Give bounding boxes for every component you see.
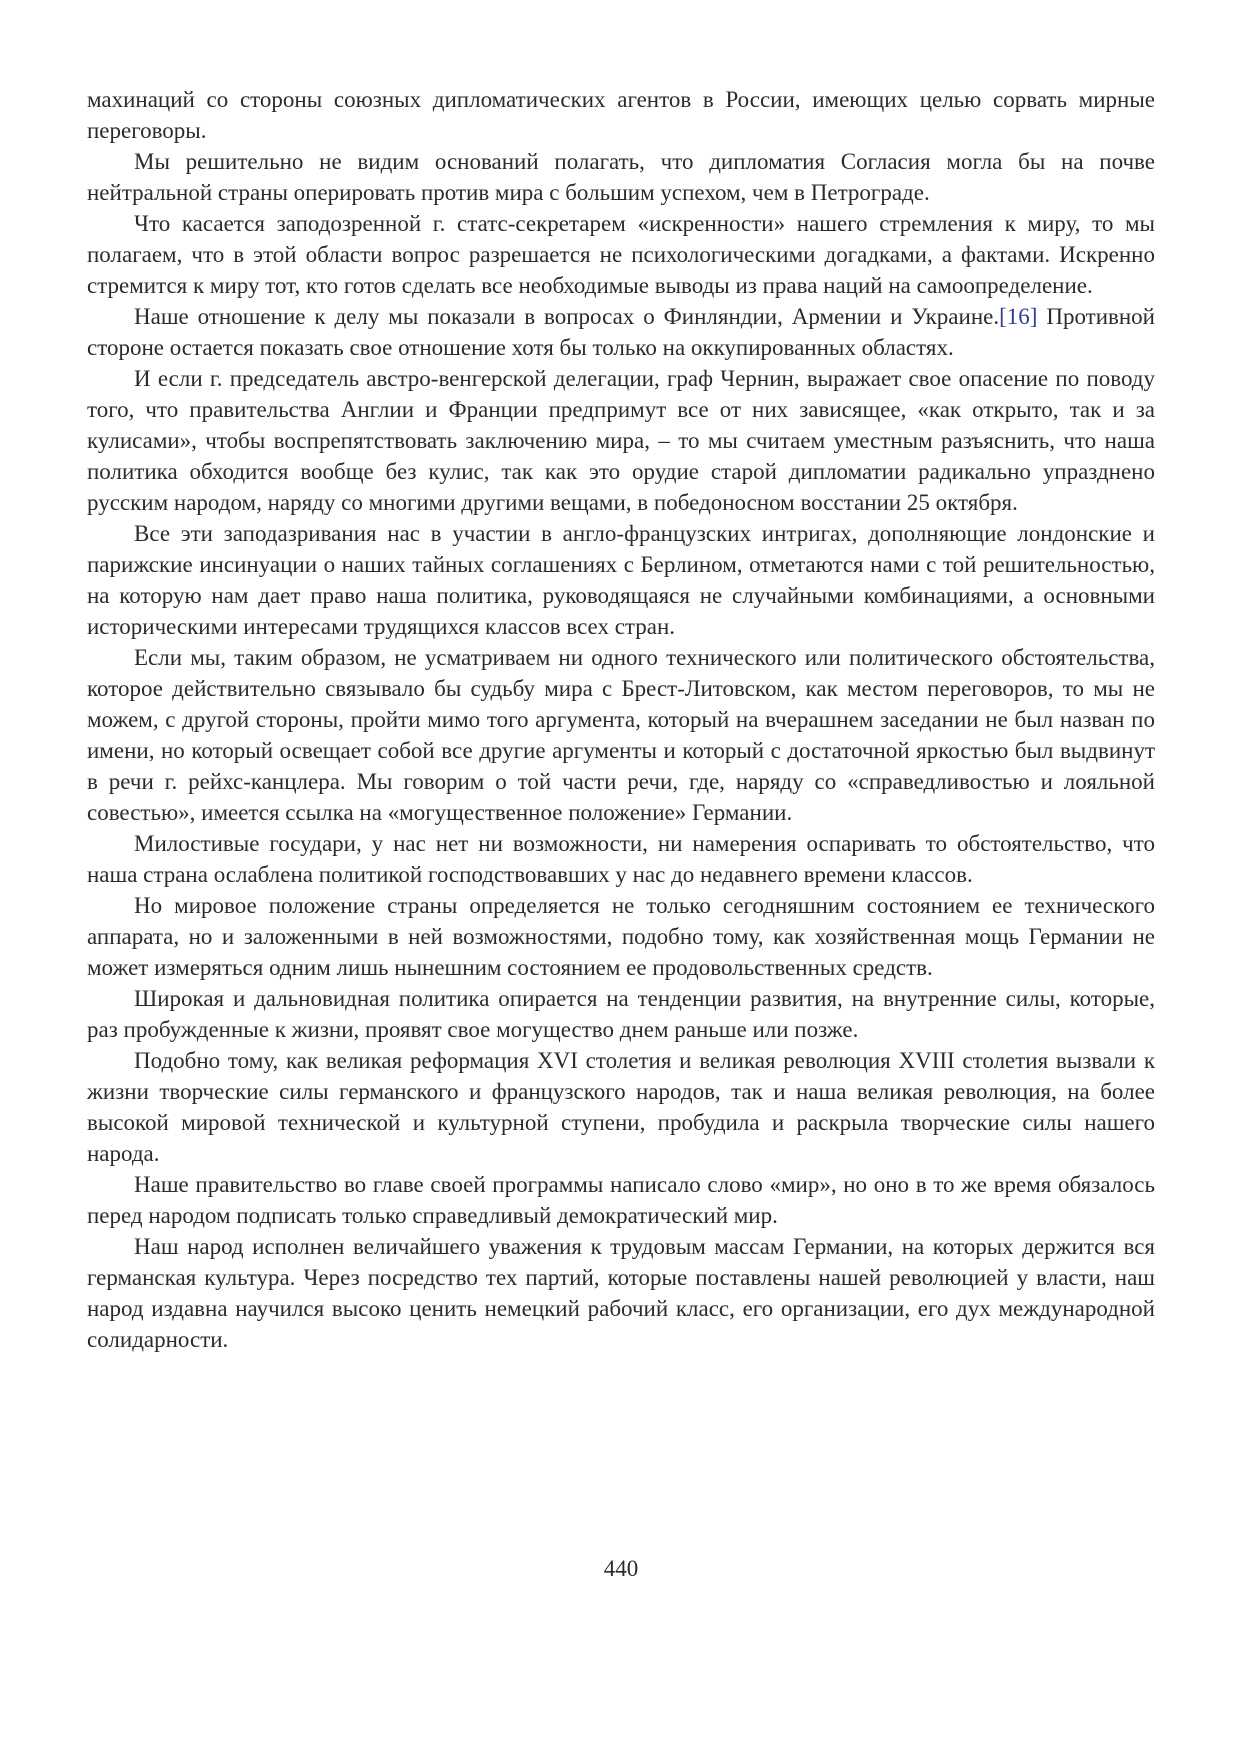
page-body — [87, 84, 1155, 1355]
footnote-link[interactable]: [16] — [999, 304, 1038, 329]
paragraph: Широкая и дальновидная политика опирается на тенденции развития, на внутренние силы, которые, раз пробужденные к жизни, проявят свое могущество днем раньше или позже. — [87, 986, 1155, 1042]
paragraph-text: Наше отношение к делу мы показали в вопросах о Финляндии, Армении и Украине. — [134, 304, 1000, 329]
paragraph: Мы решительно не видим оснований полагать, что дипломатия Согласия могла бы на почве нейтральной страны оперировать против мира с большим успехом, чем в Петрограде. — [87, 149, 1155, 205]
paragraph: Подобно тому, как великая реформация XVI столетия и великая революция XVIII столетия вызвали к жизни творческие силы германского и французского народов, так и наша великая революция, на более высокой мировой технической и культурной ступени, пробудила и раскрыла творческие силы нашего народа. — [87, 1048, 1155, 1166]
paragraph: Что касается заподозренной г. статс-секретарем «искренности» нашего стремления к миру, то мы полагаем, что в этой области вопрос разрешается не психологическими догадками, а фактами. Искренно стремится к миру тот, кто готов сделать все необходимые выводы из права наций на самоопределение. — [87, 211, 1155, 298]
paragraph-continuation: махинаций со стороны союзных дипломатических агентов в России, имеющих целью сорвать мирные переговоры. — [87, 87, 1155, 143]
paragraph: Но мировое положение страны определяется не только сегодняшним состоянием ее технического аппарата, но и заложенными в ней возможностями, подобно тому, как хозяйственная мощь Германии не может измеряться одним лишь нынешним состоянием ее продовольственных средств. — [87, 893, 1155, 980]
paragraph-with-footnote — [87, 301, 1155, 363]
paragraph: Все эти заподазривания нас в участии в англо-французских интригах, дополняющие лондонские и парижские инсинуации о наших тайных соглашениях с Берлином, отметаются нами с той решительностью, на которую нам дает право наша политика, руководящаяся не случайными комбинациями, а основными историческими интересами трудящихся классов всех стран. — [87, 521, 1155, 639]
paragraph: Наше правительство во главе своей программы написало слово «мир», но оно в то же время обязалось перед народом подписать только справедливый демократический мир. — [87, 1172, 1155, 1228]
paragraph: Если мы, таким образом, не усматриваем ни одного технического или политического обстоятельства, которое действительно связывало бы судьбу мира с Брест-Литовском, как местом переговоров, то мы не можем, с другой стороны, пройти мимо того аргумента, который на вчерашнем заседании не был назван по имени, но который освещает собой все другие аргументы и который с достаточной яркостью был выдвинут в речи г. рейхс-канцлера. Мы говорим о той части речи, где, наряду со «справедливостью и лояльной совестью», имеется ссылка на «могущественное положение» Германии. — [87, 645, 1155, 825]
page-number: 440 — [603, 1556, 639, 1581]
paragraph: Наш народ исполнен величайшего уважения к трудовым массам Германии, на которых держится вся германская культура. Через посредство тех партий, которые поставлены нашей революцией у власти, наш народ издавна научился высоко ценить немецкий рабочий класс, его организации, его дух международной солидарности. — [87, 1234, 1155, 1352]
paragraph: Милостивые государи, у нас нет ни возможности, ни намерения оспаривать то обстоятельство, что наша страна ослаблена политикой господствовавших у нас до недавнего времени классов. — [87, 831, 1155, 887]
paragraph-text: Противной стороне остается показать свое отношение хотя бы только на оккупированных областях. — [87, 304, 1155, 360]
paragraph: И если г. председатель австро-венгерской делегации, граф Чернин, выражает свое опасение по поводу того, что правительства Англии и Франции предпримут все от них зависящее, «как открыто, так и за кулисами», чтобы воспрепятствовать заключению мира, – то мы считаем уместным разъяснить, что наша политика обходится вообще без кулис, так как это орудие старой дипломатии радикально упразднено русским народом, наряду со многими другими вещами, в победоносном восстании 25 октября. — [87, 366, 1155, 515]
